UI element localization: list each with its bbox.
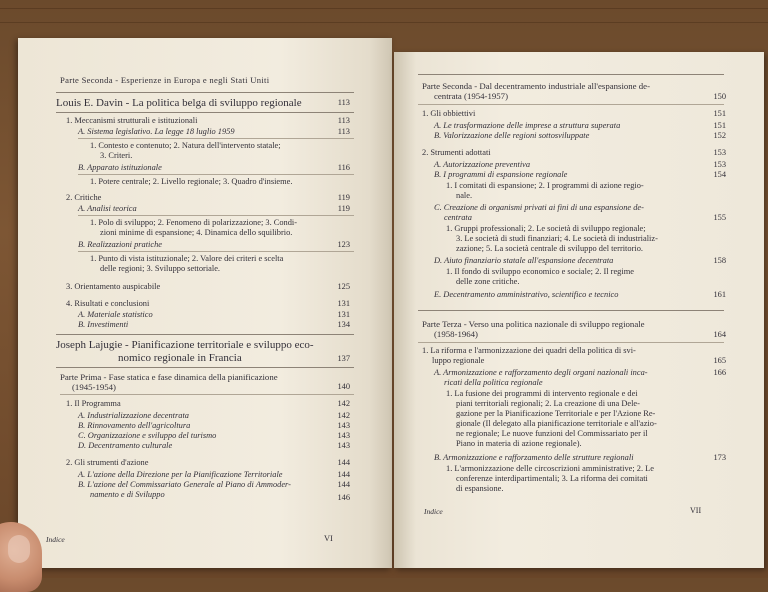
page-number: 153 [713,160,726,169]
page-number: 119 [337,193,350,202]
toc-entry: gazione per la Pianificazione Territoriale e per l'Azione Re- [456,409,656,418]
toc-entry: A. L'azione della Direzione per la Pianificazione Territoriale [78,470,283,479]
right-page [394,52,764,568]
toc-entry: B. I programmi di espansione regionale [434,170,568,179]
divider [56,334,354,335]
page-number: 165 [713,356,726,365]
page-number: 142 [337,411,350,420]
page-number: 144 [337,480,350,489]
toc-entry: 3. Orientamento auspicabile [66,282,161,291]
thumbnail [8,535,30,563]
page-number: 113 [337,127,350,136]
toc-entry: centrata [444,213,472,222]
left-page [18,38,392,568]
toc-entry: B. Valorizzazione delle regioni sottosviluppate [434,131,590,140]
toc-entry: namento e di Sviluppo [90,490,165,499]
page-number: 144 [337,458,350,467]
page-number: 151 [713,121,726,130]
page-number: 123 [337,240,350,249]
divider [60,394,354,395]
toc-entry: B. Realizzazioni pratiche [78,240,162,249]
toc-entry: E. Decentramento amministrativo, scientifico e tecnico [434,290,619,299]
page-number: 119 [337,204,350,213]
page-number: 144 [337,470,350,479]
toc-entry: 1. La fusione dei programmi di intervento regionale e dei [446,389,638,398]
toc-entry: delle regioni; 3. Sviluppo settoriale. [100,264,221,273]
divider [78,215,354,216]
page-number: 154 [713,170,726,179]
page-number: 155 [713,213,726,222]
divider [78,251,354,252]
page-number: 161 [713,290,726,299]
page-number: 153 [713,148,726,157]
toc-entry: 1. L'armonizzazione delle circoscrizioni amministrative; 2. Le [446,464,655,473]
toc-entry: piani territoriali regionali; 2. La creazione di una Dele- [456,399,640,408]
toc-entry: nale. [456,191,473,200]
toc-entry: delle zone critiche. [456,277,520,286]
toc-entry: zioni minime di espansione; 4. Dinamica dello squilibrio. [100,228,293,237]
toc-entry: A. Autorizzazione preventiva [434,160,531,169]
page-number: 143 [337,431,350,440]
toc-entry: 4. Risultati e conclusioni [66,299,150,308]
toc-entry: C. Organizzazione e sviluppo del turismo [78,431,217,440]
toc-entry: 1. Il fondo di sviluppo economico e sociale; 2. Il regime [446,267,634,276]
divider [418,104,724,105]
toc-entry: luppo regionale [432,356,485,365]
part-header: Parte Seconda - Esperienze in Europa e negli Stati Uniti [60,75,270,85]
toc-entry: Parte Prima - Fase statica e fase dinamica della pianificazione [60,372,278,382]
toc-entry: A. Industrializzazione decentrata [78,411,189,420]
toc-entry: 1. La riforma e l'armonizzazione dei quadri della politica di svi- [422,346,636,355]
toc-entry: ricati della politica regionale [444,378,543,387]
divider [56,92,354,93]
toc-entry: Parte Terza - Verso una politica nazionale di sviluppo regionale [422,319,645,329]
toc-entry: 2. Critiche [66,193,102,202]
toc-entry: gionale (Il delegato alla pianificazione territoriale e all'azio- [456,419,657,428]
divider [56,367,354,368]
divider [56,112,354,113]
toc-entry: (1958-1964) [434,329,478,339]
toc-entry: Parte Seconda - Dal decentramento industriale all'espansione de- [422,81,651,91]
page-number: 166 [713,368,726,377]
page-number: 143 [337,441,350,450]
toc-entry: B. Armonizzazione e rafforzamento delle strutture regionali [434,453,634,462]
toc-entry: A. Materiale statistico [78,310,153,319]
wood-grain [0,22,768,23]
toc-entry: D. Decentramento culturale [78,441,173,450]
toc-entry: zazione; 5. La società centrale di sviluppo del territorio. [456,244,643,253]
page-number: 140 [337,382,350,391]
toc-entry: 1. Il Programma [66,399,121,408]
page-number: 137 [337,354,350,363]
toc-entry: 2. Gli strumenti d'azione [66,458,149,467]
page-number: 131 [337,310,350,319]
toc-entry: B. Rinnovamento dell'agricoltura [78,421,191,430]
toc-entry: D. Aiuto finanziario statale all'espansione decentrata [434,256,614,265]
toc-entry: conferenze interdipartimentali; 3. La riforma dei comitati [456,474,648,483]
toc-entry: centrata (1954-1957) [434,91,509,101]
page-number: 142 [337,399,350,408]
divider [78,138,354,139]
toc-entry: 1. Polo di sviluppo; 2. Fenomeno di polarizzazione; 3. Condi- [90,218,298,227]
page-number: 158 [713,256,726,265]
toc-entry: 1. Meccanismi strutturali e istituzionali [66,116,198,125]
toc-entry: (1945-1954) [72,382,116,392]
toc-entry: 1. I comitati di espansione; 2. I programmi di azione regio- [446,181,644,190]
footer-label: Indice [424,507,443,516]
footer-label: Indice [46,535,65,544]
toc-entry: di espansione. [456,484,504,493]
wood-grain [0,8,768,9]
toc-entry: B. Investimenti [78,320,129,329]
divider [418,310,724,311]
toc-entry: 3. Le società di studi finanziari; 4. Le società di industrializ- [456,234,658,243]
page-number: 125 [337,282,350,291]
toc-entry: Louis E. Davin - La politica belga di sviluppo regionale [56,97,302,109]
toc-entry: 1. Gli obbiettivi [422,109,476,118]
page-number: 164 [713,330,726,339]
page-number: 151 [713,109,726,118]
page-number: 146 [337,493,350,502]
toc-entry: C. Creazione di organismi privati ai fini di una espansione de- [434,203,644,212]
page-number: 116 [337,163,350,172]
divider [78,174,354,175]
toc-entry: Piano in materia di azione regionale). [456,439,582,448]
page-number: 143 [337,421,350,430]
toc-entry: 3. Criteri. [100,151,133,160]
page-number: 173 [713,453,726,462]
toc-entry: ne regionale; Le nuove funzioni del Commissariato per il [456,429,648,438]
toc-entry: 1. Gruppi professionali; 2. Le società di sviluppo regionale; [446,224,646,233]
toc-entry: A. Le trasformazione delle imprese a struttura superata [434,121,621,130]
toc-entry: A. Sistema legislativo. La legge 18 luglio 1959 [78,127,235,136]
toc-entry: 1. Punto di vista istituzionale; 2. Valore dei criteri e scelta [90,254,284,263]
toc-entry: B. L'azione del Commissariato Generale al Piano di Ammoder- [78,480,291,489]
page-folio: VI [324,534,333,543]
toc-entry: 1. Contesto e contenuto; 2. Natura dell'intervento statale; [90,141,281,150]
toc-entry: A. Armonizzazione e rafforzamento degli organi nazionali inca- [434,368,648,377]
divider [418,342,724,343]
page-number: 134 [337,320,350,329]
page-number: 113 [337,98,350,107]
page-number: 113 [337,116,350,125]
toc-entry: 2. Strumenti adottati [422,148,491,157]
divider [418,74,724,75]
toc-entry: Joseph Lajugie - Pianificazione territoriale e sviluppo eco- [56,339,314,351]
page-number: 152 [713,131,726,140]
toc-entry: B. Apparato istituzionale [78,163,162,172]
toc-entry: nomico regionale in Francia [118,352,242,364]
toc-entry: 1. Potere centrale; 2. Livello regionale; 3. Quadro d'insieme. [90,177,293,186]
toc-entry: A. Analisi teorica [78,204,137,213]
page-folio: VII [690,506,702,515]
page-number: 150 [713,92,726,101]
page-number: 131 [337,299,350,308]
